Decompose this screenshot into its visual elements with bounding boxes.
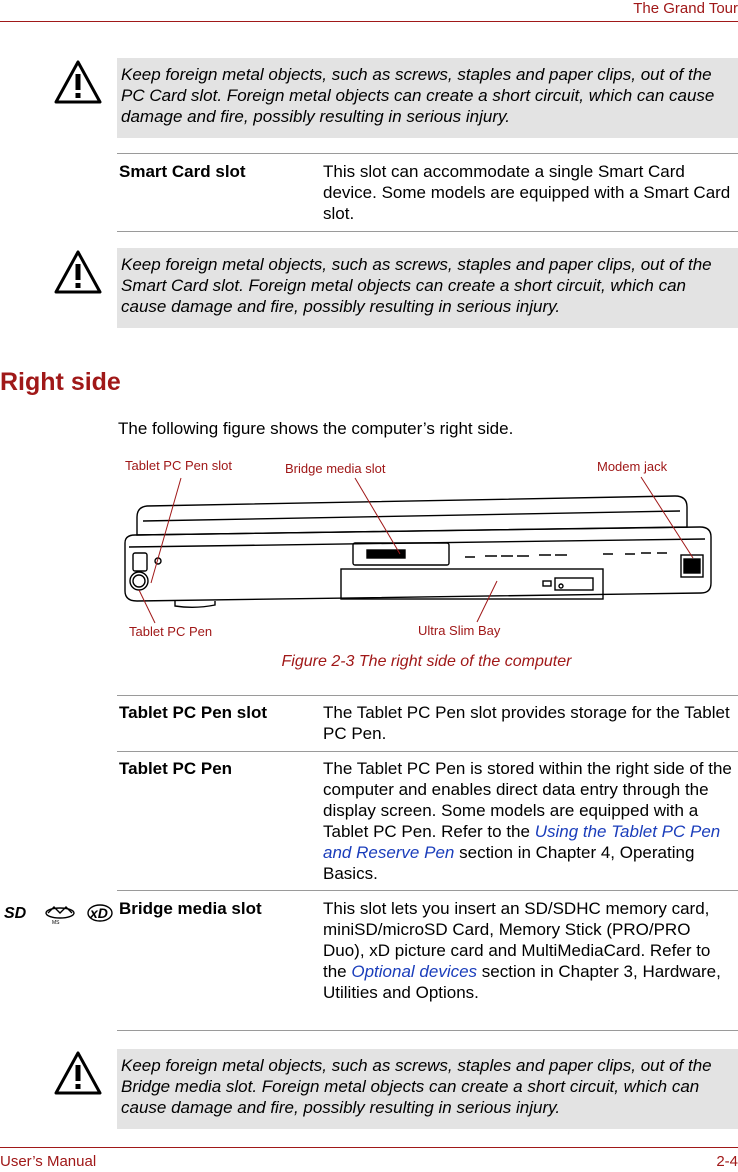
svg-text:xD: xD bbox=[90, 905, 108, 921]
label-modem-jack: Modem jack bbox=[597, 459, 668, 474]
xd-logo-icon bbox=[88, 905, 112, 921]
running-header: The Grand Tour bbox=[633, 0, 738, 17]
footer-manual-title: User’s Manual bbox=[0, 1153, 97, 1170]
warning-icon bbox=[54, 60, 102, 104]
table-rule bbox=[117, 231, 738, 232]
section-heading: Right side bbox=[0, 368, 121, 396]
desc-tablet-pc-pen-slot: The Tablet PC Pen slot provides storage for the Tablet PC Pen. bbox=[323, 703, 730, 743]
section-intro: The following figure shows the computer’s right side. bbox=[118, 419, 514, 438]
figure-leader-lines bbox=[139, 477, 693, 623]
label-tablet-pc-pen-slot: Tablet PC Pen slot bbox=[125, 458, 232, 473]
page-number: 2-4 bbox=[716, 1153, 738, 1170]
memory-stick-logo-icon bbox=[46, 907, 74, 926]
warning-smart-card: Keep foreign metal objects, such as screws, staples and paper clips, out of the Smart Card slot. Foreign metal objects can create a short circuit, which can cause damage and fire, possibly resulting in serious injury. bbox=[117, 248, 738, 328]
term-smart-card-slot: Smart Card slot bbox=[119, 162, 246, 181]
footer-rule bbox=[0, 1147, 738, 1148]
desc-smart-card-slot: This slot can accommodate a single Smart Card device. Some models are equipped with a Smart Card slot. bbox=[323, 162, 731, 223]
warning-icon bbox=[54, 1051, 102, 1095]
warning-pc-card: Keep foreign metal objects, such as screws, staples and paper clips, out of the PC Card slot. Foreign metal objects can create a short circuit, which can cause damage and fire, possibly resulting in serious injury. bbox=[117, 58, 738, 138]
media-logos bbox=[2, 900, 114, 926]
table-rule bbox=[117, 153, 738, 154]
desc-text: The Tablet PC Pen is stored within the right side of the computer and enables direct data entry through the display screen. Some models are equipped with a Tablet PC Pen. Refer to the bbox=[323, 759, 732, 841]
desc-text: This slot lets you insert an SD/SDHC memory card, miniSD/microSD Card, Memory Stick (PRO/PRO Duo), xD picture card and MultiMediaCard. Refer to the bbox=[323, 899, 711, 981]
desc-bridge-media-slot bbox=[323, 898, 733, 1003]
term-bridge-media-slot: Bridge media slot bbox=[119, 899, 262, 918]
warning-icon bbox=[54, 250, 102, 294]
warning-bridge-media: Keep foreign metal objects, such as screws, staples and paper clips, out of the Bridge media slot. Foreign metal objects can create a short circuit, which can cause damage and fire, possibly resulting in serious injury. bbox=[117, 1049, 738, 1129]
desc-text: section in Chapter 3, Hardware, Utilities and Options. bbox=[323, 962, 721, 1002]
desc-tablet-pc-pen bbox=[323, 758, 733, 884]
table-rule bbox=[117, 751, 738, 752]
link-using-tablet-pc-pen[interactable]: Using the Tablet PC Pen and Reserve Pen bbox=[323, 822, 721, 862]
header-rule bbox=[0, 21, 738, 22]
table-rule bbox=[117, 1030, 738, 1031]
right-side-figure bbox=[115, 455, 738, 640]
figure-caption: Figure 2-3 The right side of the computer bbox=[281, 653, 572, 670]
label-ultra-slim-bay: Ultra Slim Bay bbox=[418, 623, 501, 638]
sd-logo-icon bbox=[4, 905, 27, 922]
term-tablet-pc-pen: Tablet PC Pen bbox=[119, 759, 233, 778]
svg-text:MS: MS bbox=[52, 920, 60, 926]
desc-text: section in Chapter 4, Operating Basics. bbox=[323, 843, 695, 883]
label-tablet-pc-pen: Tablet PC Pen bbox=[129, 624, 213, 639]
term-tablet-pc-pen-slot: Tablet PC Pen slot bbox=[119, 703, 267, 722]
label-bridge-media-slot: Bridge media slot bbox=[285, 461, 386, 476]
table-rule bbox=[117, 890, 738, 891]
link-optional-devices[interactable]: Optional devices bbox=[351, 962, 478, 981]
table-rule bbox=[117, 695, 738, 696]
svg-text:SD: SD bbox=[4, 905, 27, 922]
computer-right-side-drawing bbox=[125, 496, 711, 607]
